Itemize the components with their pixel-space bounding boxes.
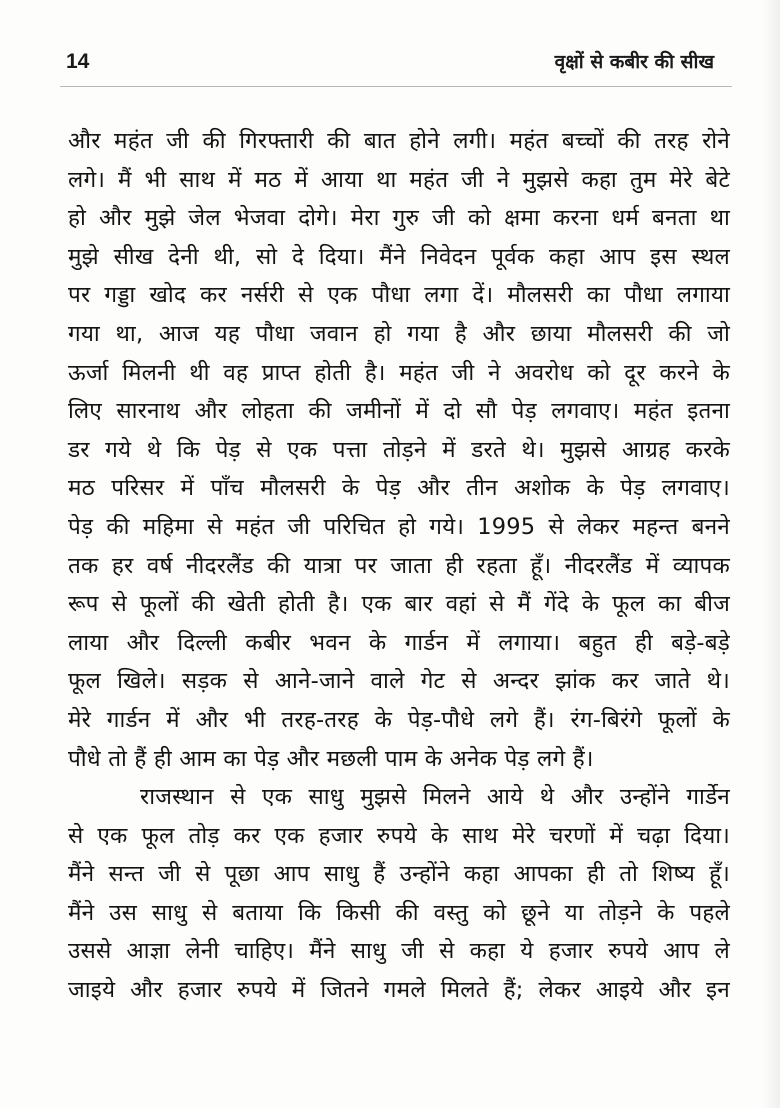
text-line: और महंत जी की गिरफ्तारी की बात होने लगी। महंत बच्चों की तरह रोने: [68, 128, 730, 154]
text-line: मुझे सीख देनी थी, सो दे दिया। मैंने निवेदन पूर्वक कहा आप इस स्थल: [68, 243, 730, 270]
text-line: मेरे गार्डन में और भी तरह-तरह के पेड़-पौधे लगे हैं। रंग-बिरंगे फूलों के: [68, 706, 730, 733]
paragraph-2: [68, 778, 730, 1010]
page-number: 14: [66, 50, 90, 73]
text-line: गया था, आज यह पौधा जवान हो गया है और छाया मौलसरी की जो: [68, 320, 730, 347]
text-line: फूल खिले। सड़क से आने-जाने वाले गेट से अन्दर झांक कर जाते थे।: [68, 668, 730, 695]
header-rule: [60, 86, 732, 87]
text-line: ऊर्जा मिलनी थी वह प्राप्त होती है। महंत जी ने अवरोध को दूर करने के: [68, 359, 730, 386]
text-line: राजस्थान से एक साधु मुझसे मिलने आये थे और उन्होंने गार्डेन: [140, 784, 730, 811]
text-line: रूप से फूलों की खेती होती है। एक बार वहां से मैं गेंदे के फूल का बीज: [68, 591, 730, 618]
running-title: वृक्षों से कबीर की सीख: [554, 51, 714, 73]
text-line: लाया और दिल्ली कबीर भवन के गार्डन में लगाया। बहुत ही बड़े-बड़े: [68, 629, 730, 656]
text-line: मैंने उस साधु से बताया कि किसी की वस्तु को छूने या तोड़ने के पहले: [68, 899, 730, 926]
paragraph-1: [68, 122, 730, 778]
text-line: लिए सारनाथ और लोहता की जमीनों में दो सौ पेड़ लगवाए। महंत इतना: [68, 398, 730, 425]
text-line: पौधे तो हैं ही आम का पेड़ और मछली पाम के अनेक पेड़ लगे हैं।: [68, 745, 594, 772]
text-line: तक हर वर्ष नीदरलैंड की यात्रा पर जाता ही रहता हूँ। नीदरलैंड में व्यापक: [68, 552, 730, 579]
text-line: पेड़ की महिमा से महंत जी परिचित हो गये। 1995 से लेकर महन्त बनने: [68, 513, 730, 540]
text-line: मैंने सन्त जी से पूछा आप साधु हैं उन्होंने कहा आपका ही तो शिष्य हूँ।: [68, 861, 730, 888]
text-line: लगे। मैं भी साथ में मठ में आया था महंत जी ने मुझसे कहा तुम मेरे बेटे: [68, 166, 730, 193]
text-line: पर गड्डा खोद कर नर्सरी से एक पौधा लगा दें। मौलसरी का पौधा लगाया: [68, 282, 730, 309]
text-line: से एक फूल तोड़ कर एक हजार रुपये के साथ मेरे चरणों में चढ़ा दिया।: [68, 822, 730, 849]
page-edge-shadow: [762, 0, 780, 1108]
body-text: [68, 122, 730, 1010]
text-line: जाइये और हजार रुपये में जितने गमले मिलते हैं; लेकर आइये और इन: [68, 977, 730, 1004]
text-line: मठ परिसर में पाँच मौलसरी के पेड़ और तीन अशोक के पेड़ लगवाए।: [68, 475, 730, 502]
text-line: डर गये थे कि पेड़ से एक पत्ता तोड़ने में डरते थे। मुझसे आग्रह करके: [68, 436, 730, 463]
text-line: हो और मुझे जेल भेजवा दोगे। मेरा गुरु जी को क्षमा करना धर्म बनता था: [68, 205, 730, 232]
text-line: उससे आज्ञा लेनी चाहिए। मैंने साधु जी से कहा ये हजार रुपये आप ले: [68, 938, 730, 965]
